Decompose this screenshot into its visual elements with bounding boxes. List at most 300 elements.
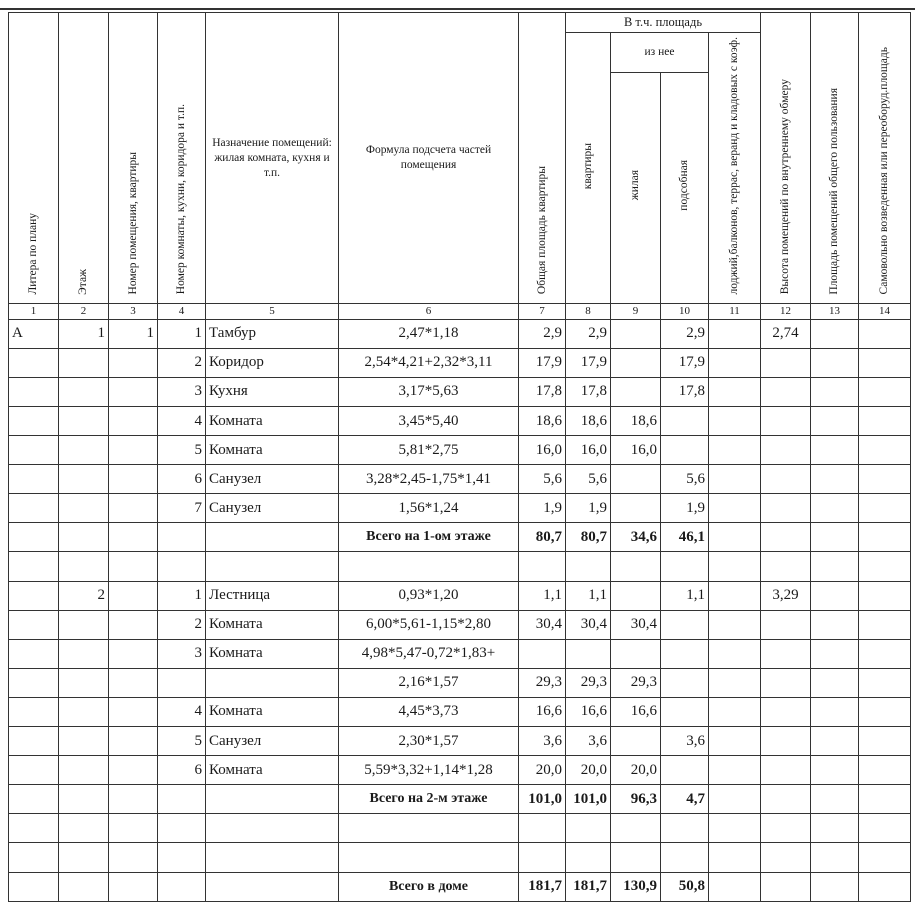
cell-height xyxy=(761,668,811,697)
cell-apartment-area: 5,6 xyxy=(566,465,611,494)
cell-living-area: 18,6 xyxy=(611,407,661,436)
cell-apartment-area: 17,8 xyxy=(566,377,611,406)
cell-total-area: 17,8 xyxy=(519,377,566,406)
column-number: 6 xyxy=(339,304,519,319)
cell-total-area: 30,4 xyxy=(519,610,566,639)
table-row xyxy=(9,494,911,523)
cell-letter xyxy=(9,697,59,726)
cell-total-area: 1,1 xyxy=(519,581,566,610)
cell-room-number xyxy=(158,814,206,843)
cell-loggia-area xyxy=(709,610,761,639)
cell-formula: Всего на 1-ом этаже xyxy=(339,523,519,552)
cell-loggia-area xyxy=(709,785,761,814)
cell-height xyxy=(761,407,811,436)
column-number: 2 xyxy=(59,304,109,319)
room-area-table xyxy=(8,12,911,902)
cell-floor xyxy=(59,523,109,552)
cell-unauthorized-area xyxy=(859,581,911,610)
cell-floor xyxy=(59,348,109,377)
cell-living-area xyxy=(611,465,661,494)
cell-letter xyxy=(9,843,59,872)
cell-formula: 6,00*5,61-1,15*2,80 xyxy=(339,610,519,639)
cell-letter xyxy=(9,668,59,697)
cell-floor xyxy=(59,697,109,726)
cell-purpose: Комната xyxy=(206,407,339,436)
cell-formula: 5,59*3,32+1,14*1,28 xyxy=(339,756,519,785)
cell-apartment-area: 16,0 xyxy=(566,436,611,465)
cell-formula: 3,45*5,40 xyxy=(339,407,519,436)
cell-common-area xyxy=(811,319,859,348)
cell-purpose: Комната xyxy=(206,639,339,668)
cell-formula: 2,54*4,21+2,32*3,11 xyxy=(339,348,519,377)
table-row xyxy=(9,436,911,465)
cell-common-area xyxy=(811,407,859,436)
cell-unauthorized-area xyxy=(859,436,911,465)
cell-apartment xyxy=(109,552,158,581)
cell-height xyxy=(761,872,811,901)
cell-floor: 1 xyxy=(59,319,109,348)
cell-unauthorized-area xyxy=(859,523,911,552)
header-purpose: Назначение помещений: жилая комната, кухня и т.п. xyxy=(206,13,339,304)
header-height: Высота помещений по внутреннему обмеру xyxy=(761,13,811,304)
cell-living-area xyxy=(611,581,661,610)
cell-auxiliary-area xyxy=(661,610,709,639)
cell-letter xyxy=(9,523,59,552)
cell-formula: 5,81*2,75 xyxy=(339,436,519,465)
cell-loggia-area xyxy=(709,377,761,406)
cell-unauthorized-area xyxy=(859,668,911,697)
cell-formula: Всего в доме xyxy=(339,872,519,901)
cell-apartment xyxy=(109,436,158,465)
cell-height xyxy=(761,639,811,668)
cell-loggia-area xyxy=(709,407,761,436)
cell-unauthorized-area xyxy=(859,465,911,494)
cell-unauthorized-area xyxy=(859,697,911,726)
header-letter: Литера по плану xyxy=(9,13,59,304)
cell-formula: 3,28*2,45-1,75*1,41 xyxy=(339,465,519,494)
cell-room-number xyxy=(158,872,206,901)
cell-total-area: 18,6 xyxy=(519,407,566,436)
table-row xyxy=(9,319,911,348)
cell-letter xyxy=(9,436,59,465)
cell-common-area xyxy=(811,436,859,465)
cell-unauthorized-area xyxy=(859,552,911,581)
cell-loggia-area xyxy=(709,843,761,872)
cell-formula: Всего на 2-м этаже xyxy=(339,785,519,814)
cell-letter xyxy=(9,814,59,843)
cell-apartment-area: 16,6 xyxy=(566,697,611,726)
cell-room-number: 2 xyxy=(158,348,206,377)
cell-unauthorized-area xyxy=(859,843,911,872)
cell-purpose xyxy=(206,872,339,901)
cell-common-area xyxy=(811,668,859,697)
cell-unauthorized-area xyxy=(859,756,911,785)
cell-formula: 4,45*3,73 xyxy=(339,697,519,726)
cell-apartment xyxy=(109,814,158,843)
cell-apartment xyxy=(109,465,158,494)
cell-common-area xyxy=(811,697,859,726)
cell-living-area xyxy=(611,843,661,872)
cell-room-number: 4 xyxy=(158,697,206,726)
cell-common-area xyxy=(811,552,859,581)
cell-loggia-area xyxy=(709,872,761,901)
cell-floor xyxy=(59,872,109,901)
cell-living-area xyxy=(611,727,661,756)
cell-apartment xyxy=(109,494,158,523)
cell-formula xyxy=(339,814,519,843)
cell-letter xyxy=(9,348,59,377)
cell-letter xyxy=(9,494,59,523)
cell-formula: 1,56*1,24 xyxy=(339,494,519,523)
cell-letter xyxy=(9,756,59,785)
table-row xyxy=(9,523,911,552)
cell-common-area xyxy=(811,727,859,756)
cell-common-area xyxy=(811,872,859,901)
cell-apartment-area: 80,7 xyxy=(566,523,611,552)
cell-floor xyxy=(59,756,109,785)
table-row xyxy=(9,668,911,697)
cell-apartment xyxy=(109,523,158,552)
cell-room-number: 1 xyxy=(158,319,206,348)
cell-apartment-area: 17,9 xyxy=(566,348,611,377)
cell-height xyxy=(761,697,811,726)
cell-living-area: 30,4 xyxy=(611,610,661,639)
cell-apartment xyxy=(109,872,158,901)
cell-purpose xyxy=(206,843,339,872)
cell-unauthorized-area xyxy=(859,610,911,639)
cell-room-number: 3 xyxy=(158,377,206,406)
cell-floor xyxy=(59,436,109,465)
cell-floor xyxy=(59,465,109,494)
cell-apartment xyxy=(109,610,158,639)
cell-living-area xyxy=(611,494,661,523)
cell-formula: 3,17*5,63 xyxy=(339,377,519,406)
cell-loggia-area xyxy=(709,494,761,523)
cell-formula xyxy=(339,843,519,872)
column-number: 11 xyxy=(709,304,761,319)
cell-common-area xyxy=(811,785,859,814)
cell-auxiliary-area xyxy=(661,814,709,843)
cell-letter xyxy=(9,610,59,639)
cell-room-number: 6 xyxy=(158,465,206,494)
cell-loggia-area xyxy=(709,668,761,697)
cell-height xyxy=(761,523,811,552)
cell-unauthorized-area xyxy=(859,494,911,523)
cell-total-area: 3,6 xyxy=(519,727,566,756)
cell-floor xyxy=(59,668,109,697)
cell-formula xyxy=(339,552,519,581)
header-formula: Формула подсчета частей помещения xyxy=(339,13,519,304)
cell-height xyxy=(761,814,811,843)
cell-purpose: Комната xyxy=(206,436,339,465)
cell-apartment xyxy=(109,668,158,697)
cell-apartment-area: 2,9 xyxy=(566,319,611,348)
cell-apartment-area: 101,0 xyxy=(566,785,611,814)
cell-loggia-area xyxy=(709,552,761,581)
cell-floor xyxy=(59,407,109,436)
cell-loggia-area xyxy=(709,756,761,785)
cell-living-area xyxy=(611,319,661,348)
cell-unauthorized-area xyxy=(859,727,911,756)
cell-purpose: Тамбур xyxy=(206,319,339,348)
cell-total-area xyxy=(519,814,566,843)
cell-floor xyxy=(59,727,109,756)
cell-room-number: 6 xyxy=(158,756,206,785)
cell-apartment-area: 20,0 xyxy=(566,756,611,785)
header-floor: Этаж xyxy=(59,13,109,304)
cell-total-area: 17,9 xyxy=(519,348,566,377)
cell-purpose: Санузел xyxy=(206,465,339,494)
cell-living-area: 16,6 xyxy=(611,697,661,726)
cell-apartment-area: 3,6 xyxy=(566,727,611,756)
cell-apartment-area xyxy=(566,552,611,581)
cell-apartment xyxy=(109,348,158,377)
cell-height xyxy=(761,465,811,494)
cell-letter xyxy=(9,407,59,436)
cell-common-area xyxy=(811,814,859,843)
cell-apartment xyxy=(109,785,158,814)
cell-common-area xyxy=(811,465,859,494)
cell-loggia-area xyxy=(709,639,761,668)
cell-purpose: Кухня xyxy=(206,377,339,406)
cell-common-area xyxy=(811,523,859,552)
cell-room-number: 5 xyxy=(158,727,206,756)
cell-auxiliary-area: 1,1 xyxy=(661,581,709,610)
cell-unauthorized-area xyxy=(859,639,911,668)
header-common-area: Площадь помещений общего пользования xyxy=(811,13,859,304)
column-number: 4 xyxy=(158,304,206,319)
cell-apartment xyxy=(109,697,158,726)
cell-floor xyxy=(59,639,109,668)
cell-floor xyxy=(59,843,109,872)
cell-auxiliary-area: 50,8 xyxy=(661,872,709,901)
cell-purpose: Комната xyxy=(206,697,339,726)
cell-common-area xyxy=(811,756,859,785)
cell-auxiliary-area: 17,9 xyxy=(661,348,709,377)
cell-unauthorized-area xyxy=(859,872,911,901)
table-row xyxy=(9,814,911,843)
cell-height xyxy=(761,436,811,465)
table-row xyxy=(9,552,911,581)
cell-apartment xyxy=(109,581,158,610)
cell-room-number: 3 xyxy=(158,639,206,668)
cell-purpose xyxy=(206,814,339,843)
cell-auxiliary-area xyxy=(661,552,709,581)
cell-living-area xyxy=(611,814,661,843)
cell-living-area xyxy=(611,377,661,406)
cell-apartment: 1 xyxy=(109,319,158,348)
cell-total-area xyxy=(519,843,566,872)
cell-total-area: 20,0 xyxy=(519,756,566,785)
cell-auxiliary-area xyxy=(661,756,709,785)
cell-apartment-area xyxy=(566,639,611,668)
cell-common-area xyxy=(811,494,859,523)
cell-auxiliary-area: 2,9 xyxy=(661,319,709,348)
header-room-number: Номер комнаты, кухни, коридора и т.п. xyxy=(158,13,206,304)
header-loggias: лоджий,балконов, террас, веранд и кладовых с коэф. xyxy=(709,33,761,304)
cell-apartment xyxy=(109,377,158,406)
cell-loggia-area xyxy=(709,465,761,494)
cell-letter xyxy=(9,639,59,668)
cell-floor xyxy=(59,610,109,639)
table-row xyxy=(9,581,911,610)
cell-total-area: 2,9 xyxy=(519,319,566,348)
cell-loggia-area xyxy=(709,727,761,756)
cell-purpose: Санузел xyxy=(206,494,339,523)
cell-height xyxy=(761,843,811,872)
cell-living-area xyxy=(611,348,661,377)
cell-total-area: 5,6 xyxy=(519,465,566,494)
cell-height xyxy=(761,494,811,523)
cell-living-area: 130,9 xyxy=(611,872,661,901)
cell-auxiliary-area xyxy=(661,639,709,668)
table-row xyxy=(9,785,911,814)
cell-loggia-area xyxy=(709,436,761,465)
table-row xyxy=(9,872,911,901)
cell-letter xyxy=(9,465,59,494)
header-auxiliary: подсобная xyxy=(661,72,709,304)
cell-letter: А xyxy=(9,319,59,348)
cell-living-area: 29,3 xyxy=(611,668,661,697)
cell-height xyxy=(761,610,811,639)
cell-apartment-area xyxy=(566,814,611,843)
cell-room-number xyxy=(158,552,206,581)
cell-auxiliary-area xyxy=(661,843,709,872)
cell-floor xyxy=(59,552,109,581)
cell-total-area: 16,0 xyxy=(519,436,566,465)
table-row xyxy=(9,639,911,668)
cell-loggia-area xyxy=(709,348,761,377)
table-row xyxy=(9,377,911,406)
cell-room-number: 1 xyxy=(158,581,206,610)
column-number: 1 xyxy=(9,304,59,319)
cell-common-area xyxy=(811,348,859,377)
cell-living-area: 20,0 xyxy=(611,756,661,785)
cell-apartment-area: 1,9 xyxy=(566,494,611,523)
table-row xyxy=(9,843,911,872)
cell-auxiliary-area xyxy=(661,668,709,697)
header-apartment-number: Номер помещения, квартиры xyxy=(109,13,158,304)
cell-apartment xyxy=(109,843,158,872)
cell-loggia-area xyxy=(709,697,761,726)
table-row xyxy=(9,756,911,785)
cell-unauthorized-area xyxy=(859,785,911,814)
cell-apartment-area: 29,3 xyxy=(566,668,611,697)
cell-height: 3,29 xyxy=(761,581,811,610)
cell-common-area xyxy=(811,377,859,406)
cell-common-area xyxy=(811,581,859,610)
table-row xyxy=(9,697,911,726)
cell-apartment xyxy=(109,756,158,785)
cell-floor xyxy=(59,494,109,523)
cell-purpose xyxy=(206,552,339,581)
cell-purpose: Комната xyxy=(206,610,339,639)
cell-unauthorized-area xyxy=(859,377,911,406)
cell-purpose xyxy=(206,668,339,697)
cell-auxiliary-area xyxy=(661,697,709,726)
cell-living-area xyxy=(611,639,661,668)
cell-loggia-area xyxy=(709,319,761,348)
column-number: 12 xyxy=(761,304,811,319)
cell-height xyxy=(761,756,811,785)
column-number: 8 xyxy=(566,304,611,319)
cell-auxiliary-area: 1,9 xyxy=(661,494,709,523)
cell-formula: 2,30*1,57 xyxy=(339,727,519,756)
cell-apartment-area xyxy=(566,843,611,872)
cell-floor xyxy=(59,785,109,814)
cell-floor: 2 xyxy=(59,581,109,610)
cell-unauthorized-area xyxy=(859,348,911,377)
cell-room-number xyxy=(158,843,206,872)
cell-auxiliary-area: 5,6 xyxy=(661,465,709,494)
cell-loggia-area xyxy=(709,523,761,552)
cell-apartment-area: 18,6 xyxy=(566,407,611,436)
header-total-area: Общая площадь квартиры xyxy=(519,13,566,304)
cell-purpose xyxy=(206,523,339,552)
cell-apartment-area: 181,7 xyxy=(566,872,611,901)
cell-purpose: Лестница xyxy=(206,581,339,610)
cell-room-number: 7 xyxy=(158,494,206,523)
table-row xyxy=(9,610,911,639)
cell-letter xyxy=(9,581,59,610)
cell-apartment-area: 30,4 xyxy=(566,610,611,639)
cell-room-number: 5 xyxy=(158,436,206,465)
cell-room-number: 2 xyxy=(158,610,206,639)
cell-letter xyxy=(9,552,59,581)
column-number: 10 xyxy=(661,304,709,319)
cell-letter xyxy=(9,785,59,814)
cell-common-area xyxy=(811,639,859,668)
cell-height xyxy=(761,348,811,377)
cell-height xyxy=(761,785,811,814)
column-number: 13 xyxy=(811,304,859,319)
cell-purpose: Коридор xyxy=(206,348,339,377)
cell-room-number: 4 xyxy=(158,407,206,436)
cell-floor xyxy=(59,377,109,406)
cell-formula: 2,47*1,18 xyxy=(339,319,519,348)
cell-auxiliary-area: 46,1 xyxy=(661,523,709,552)
cell-apartment xyxy=(109,407,158,436)
header-living: жилая xyxy=(611,72,661,304)
cell-living-area: 34,6 xyxy=(611,523,661,552)
header-unauthorized-area: Самовольно возведенная или переоборуд.площадь xyxy=(859,13,911,304)
cell-auxiliary-area xyxy=(661,407,709,436)
cell-unauthorized-area xyxy=(859,407,911,436)
top-border-line xyxy=(0,8,915,10)
cell-common-area xyxy=(811,610,859,639)
header-apartment-area: квартиры xyxy=(566,33,611,304)
cell-purpose: Комната xyxy=(206,756,339,785)
table-row xyxy=(9,407,911,436)
table-row xyxy=(9,465,911,494)
cell-total-area: 80,7 xyxy=(519,523,566,552)
cell-letter xyxy=(9,872,59,901)
table-row xyxy=(9,727,911,756)
cell-apartment xyxy=(109,727,158,756)
cell-formula: 0,93*1,20 xyxy=(339,581,519,610)
cell-auxiliary-area: 4,7 xyxy=(661,785,709,814)
cell-living-area: 96,3 xyxy=(611,785,661,814)
cell-auxiliary-area: 17,8 xyxy=(661,377,709,406)
cell-purpose xyxy=(206,785,339,814)
cell-letter xyxy=(9,727,59,756)
cell-letter xyxy=(9,377,59,406)
cell-apartment xyxy=(109,639,158,668)
cell-total-area: 16,6 xyxy=(519,697,566,726)
cell-living-area xyxy=(611,552,661,581)
cell-auxiliary-area: 3,6 xyxy=(661,727,709,756)
cell-height: 2,74 xyxy=(761,319,811,348)
